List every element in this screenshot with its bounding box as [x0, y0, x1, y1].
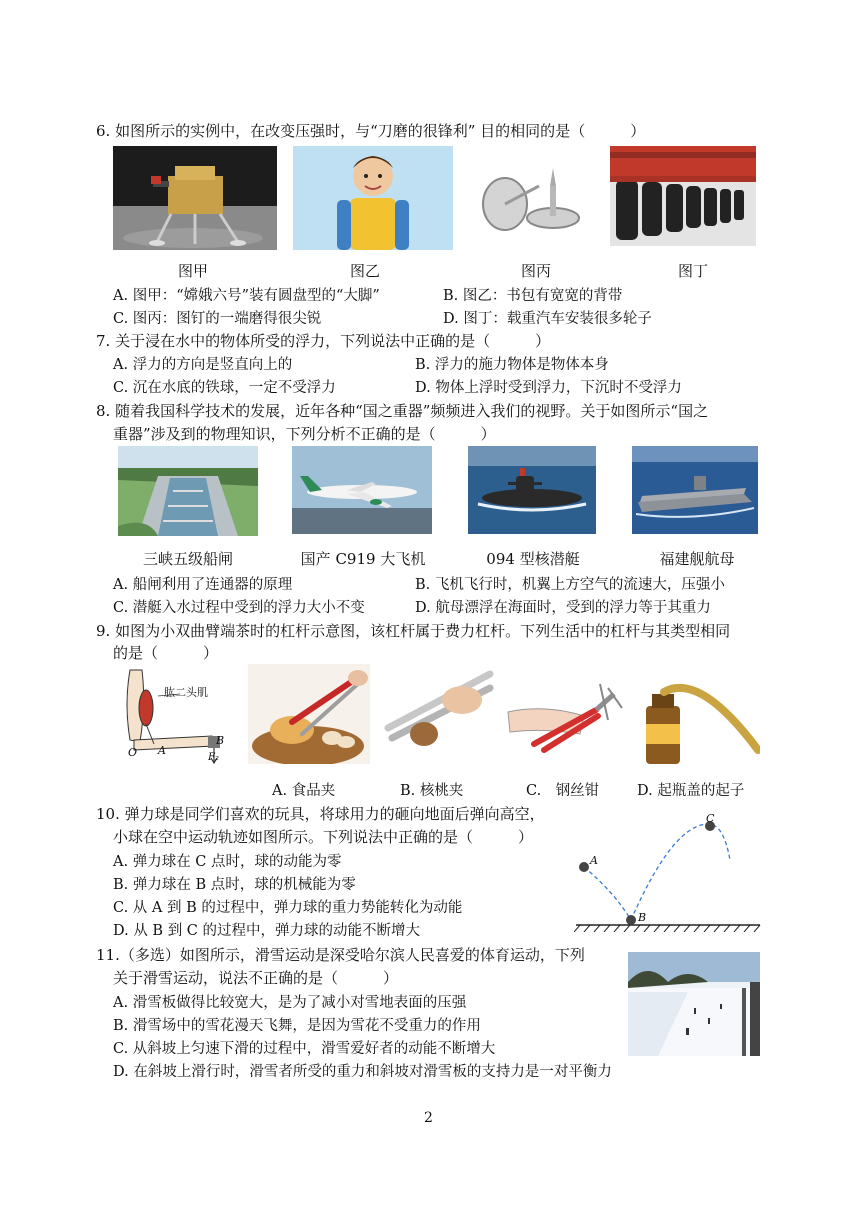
q10-stem-line1: 10. 弹力球是同学们喜欢的玩具，将球用力的砸向地面后弹向高空， — [96, 805, 545, 823]
q9-option-a: A. 食品夹 — [272, 783, 336, 799]
q6-stem: 6. 如图所示的实例中，在改变压强时，与“刀磨的很锋利” 目的相同的是（ ） — [96, 122, 646, 140]
q11-option-a: A. 滑雪板做得比较宽大，是为了减小对雪地表面的压强 — [113, 995, 467, 1011]
q9-image-arm-lever-diagram — [116, 664, 236, 766]
q9-image-food-tongs — [248, 664, 370, 764]
q8-stem-line1: 8. 随着我国科学技术的发展，近年各种“国之重器”频频进入我们的视野。关于如图所示“国之 — [96, 402, 709, 420]
q6-option-d: D. 图丁：载重汽车安装很多轮子 — [443, 311, 652, 327]
q11-option-c: C. 从斜坡上匀速下滑的过程中，滑雪爱好者的动能不断增大 — [113, 1041, 496, 1057]
q7-stem: 7. 关于浸在水中的物体所受的浮力，下列说法中正确的是（ ） — [96, 332, 551, 350]
q8-image-aircraft-carrier — [632, 446, 758, 534]
q8-image-c919-airplane — [292, 446, 432, 534]
q8-option-d: D. 航母漂浮在海面时，受到的浮力等于其重力 — [415, 600, 711, 616]
q11-stem-line1: 11.（多选）如图所示，滑雪运动是深受哈尔滨人民喜爱的体育运动，下列 — [96, 946, 585, 964]
q9-arm-force-f2: F₂ — [208, 752, 219, 763]
q11-option-d: D. 在斜坡上滑行时，滑雪者所受的重力和斜坡对滑雪板的支持力是一对平衡力 — [113, 1064, 612, 1080]
q11-image-ski-slope — [628, 952, 760, 1056]
q9-stem-line2: 的是（ ） — [113, 644, 219, 662]
q11-option-b: B. 滑雪场中的雪花漫天飞舞，是因为雪花不受重力的作用 — [113, 1018, 481, 1034]
page-number: 2 — [424, 1110, 433, 1126]
q10-option-c: C. 从 A 到 B 的过程中，弹力球的重力势能转化为动能 — [113, 900, 463, 916]
q8-caption-3: 094 型核潜艇 — [486, 550, 580, 568]
q6-image-thumbtack — [465, 146, 607, 250]
q7-option-a: A. 浮力的方向是竖直向上的 — [113, 357, 293, 373]
q8-image-ship-lock — [118, 446, 258, 536]
q8-caption-2: 国产 C919 大飞机 — [300, 550, 426, 568]
q8-stem-line2: 重器”涉及到的物理知识，下列分析不正确的是（ ） — [113, 425, 496, 443]
q9-image-bottle-opener — [640, 664, 760, 764]
q6-option-b: B. 图乙：书包有宽宽的背带 — [443, 288, 623, 304]
q9-option-b: B. 核桃夹 — [400, 783, 464, 799]
q8-image-submarine — [468, 446, 596, 534]
q6-caption-2: 图乙 — [349, 262, 380, 280]
q10-point-a-label: A — [590, 854, 598, 867]
q6-option-a: A. 图甲：“嫦娥六号”装有圆盘型的“大脚” — [113, 288, 380, 304]
q7-option-b: B. 浮力的施力物体是物体本身 — [415, 357, 609, 373]
q6-caption-1: 图甲 — [177, 262, 208, 280]
q9-image-wire-pliers — [504, 664, 628, 764]
q8-option-a: A. 船闸利用了连通器的原理 — [113, 577, 293, 593]
q9-option-c: C. 钢丝钳 — [526, 783, 600, 799]
q6-image-heavy-truck — [610, 146, 756, 246]
q10-option-b: B. 弹力球在 B 点时，球的机械能为零 — [113, 877, 356, 893]
q9-arm-point-a: A — [158, 744, 166, 757]
q9-image-nutcracker — [378, 664, 494, 764]
q8-option-c: C. 潜艇入水过程中受到的浮力大小不变 — [113, 600, 365, 616]
q10-point-b-label: B — [638, 911, 647, 924]
q6-image-lunar-lander — [113, 146, 277, 250]
q6-caption-4: 图丁 — [677, 262, 708, 280]
q6-option-c: C. 图丙：图钉的一端磨得很尖锐 — [113, 311, 322, 327]
q11-stem-line2: 关于滑雪运动，说法不正确的是（ ） — [113, 969, 399, 987]
q9-arm-point-o: O — [128, 746, 138, 759]
q7-option-d: D. 物体上浮时受到浮力，下沉时不受浮力 — [415, 380, 682, 396]
q10-option-d: D. 从 B 到 C 的过程中，弹力球的动能不断增大 — [113, 923, 421, 939]
q6-caption-3: 图丙 — [520, 262, 551, 280]
q9-option-d: D. 起瓶盖的起子 — [637, 783, 745, 799]
q10-point-c-label: C — [706, 812, 715, 825]
q9-arm-muscle-label: 肱二头肌 — [164, 686, 208, 699]
q8-option-b: B. 飞机飞行时，机翼上方空气的流速大，压强小 — [415, 577, 725, 593]
q10-stem-line2: 小球在空中运动轨迹如图所示。下列说法中正确的是（ ） — [113, 828, 534, 846]
q7-option-c: C. 沉在水底的铁球，一定不受浮力 — [113, 380, 336, 396]
q9-stem-line1: 9. 如图为小双曲臂端茶时的杠杆示意图，该杠杆属于费力杠杆。下列生活中的杠杆与其类型相同 — [96, 622, 731, 640]
q8-caption-4: 福建舰航母 — [659, 550, 735, 568]
q9-arm-point-b: B — [216, 734, 225, 747]
q10-option-a: A. 弹力球在 C 点时，球的动能为零 — [113, 854, 342, 870]
q6-image-boy-backpack — [293, 146, 453, 250]
q8-caption-1: 三峡五级船闸 — [142, 550, 233, 568]
q10-trajectory-diagram — [574, 812, 762, 932]
